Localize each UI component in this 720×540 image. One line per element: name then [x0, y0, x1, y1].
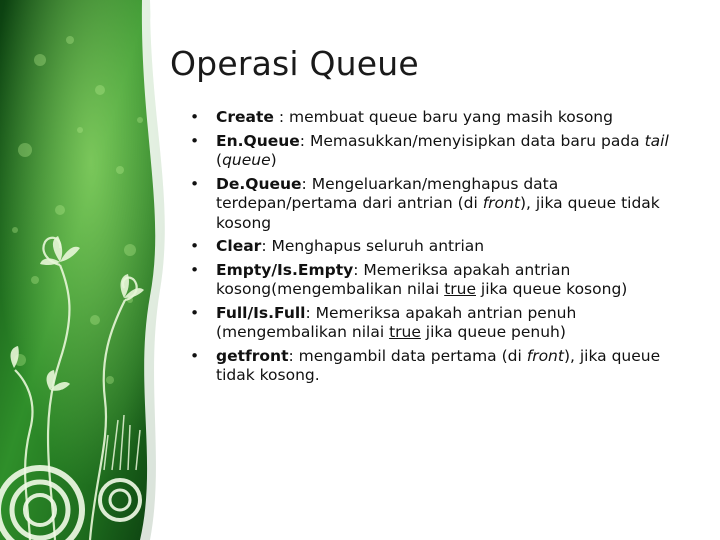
bullet-dot-icon: • — [190, 174, 200, 193]
bullet-text: : Menghapus seluruh antrian — [261, 237, 485, 255]
operation-name: En.Queue — [216, 131, 300, 150]
operation-name: Create — [216, 108, 274, 126]
bullet-text: front — [526, 346, 564, 365]
bullet-text: front — [482, 194, 520, 212]
bullet-item — [190, 237, 690, 257]
bullet-dot-icon: • — [190, 346, 200, 365]
bullet-text: ), jika queue tidak kosong. — [216, 346, 661, 384]
bullet-text: true — [444, 280, 476, 298]
bullet-dot-icon: • — [190, 303, 200, 322]
bullet-text: tail — [644, 131, 669, 150]
operation-name: Full/Is.Full — [216, 303, 306, 322]
bullet-text: : Mengeluarkan/menghapus data terdepan/pertama dari antrian (di — [216, 174, 559, 212]
bullet-text: true — [389, 323, 421, 341]
bullet-text: ( — [216, 151, 223, 169]
bullet-text: : mengambil data pertama (di — [288, 346, 527, 365]
bullet-text: : Memeriksa apakah antrian kosong(mengembalikan nilai — [216, 260, 571, 298]
bullet-text: ), jika queue tidak kosong — [216, 194, 660, 232]
slide-title: Operasi Queue — [170, 44, 419, 83]
bullet-text: queue — [222, 151, 271, 169]
bullet-text: ) — [270, 151, 277, 169]
bullet-item — [190, 304, 690, 343]
bullet-dot-icon: • — [190, 108, 200, 126]
operation-name: Clear — [216, 237, 262, 255]
bullet-text: jika queue kosong) — [476, 280, 628, 298]
bullet-item — [190, 261, 690, 300]
bullet-text: jika queue penuh) — [420, 323, 566, 341]
bullet-dot-icon: • — [190, 237, 200, 255]
bullet-dot-icon: • — [190, 260, 200, 279]
bullet-item — [190, 108, 690, 128]
bullet-item — [190, 175, 690, 234]
bullet-text: : Memeriksa apakah antrian penuh (mengembalikan nilai — [216, 303, 577, 341]
operation-name: Empty/Is.Empty — [216, 260, 354, 279]
bullet-list — [190, 108, 690, 390]
bullet-item — [190, 132, 690, 171]
bullet-item — [190, 347, 690, 386]
operation-name: De.Queue — [216, 174, 302, 193]
bullet-text: : Memasukkan/menyisipkan data baru pada — [299, 131, 645, 150]
bullet-dot-icon: • — [190, 131, 200, 150]
bullet-text: : membuat queue baru yang masih kosong — [273, 108, 613, 126]
operation-name: getfront — [216, 346, 289, 365]
